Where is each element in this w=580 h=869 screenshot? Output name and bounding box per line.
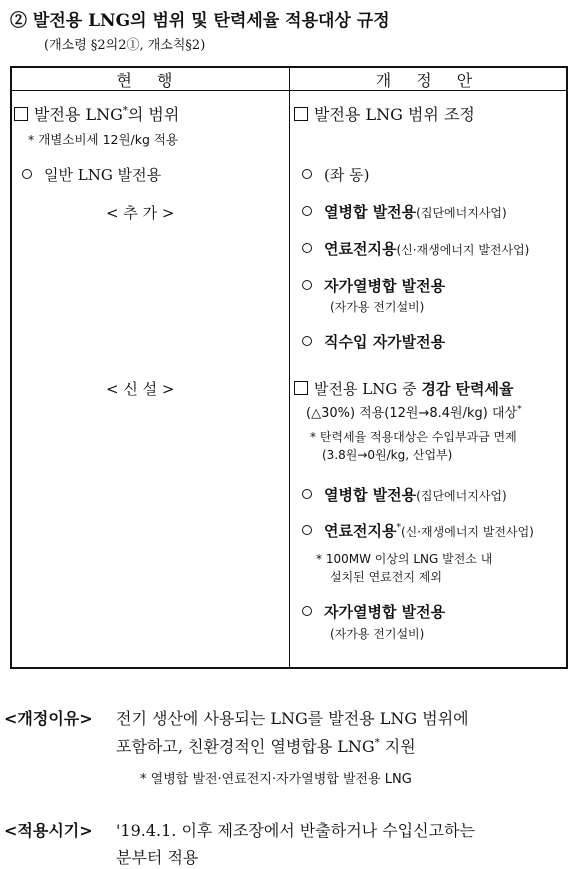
effective-line-1: '19.4.1. 이후 제조장에서 반출하거나 수입신고하는	[116, 821, 475, 840]
proposed-bullet-fuel-cell: 연료전지용(신·재생에너지 발전사업)	[302, 238, 529, 259]
header-current: 현 행	[116, 71, 183, 90]
current-new-label: < 신 설 >	[106, 380, 175, 398]
header-proposed: 개 정 안	[375, 71, 483, 90]
reason-note: * 열병합 발전·연료전지·자가열병합 발전용 LNG	[140, 772, 412, 787]
circle-bullet-icon	[302, 280, 312, 290]
proposed-bullet-same: (좌 동)	[302, 164, 369, 185]
proposed-bullet-chp: 열병합 발전용(집단에너지사업)	[302, 201, 507, 222]
proposed-flex-self-chp-note: (자가용 전기설비)	[330, 627, 425, 641]
reason-line-2: 포함하고, 친환경적인 열병합용 LNG* 지원	[116, 737, 416, 756]
circle-bullet-icon	[302, 489, 312, 499]
proposed-note-fuel-cell-1: * 100MW 이상의 LNG 발전소 내	[316, 552, 493, 566]
circle-bullet-icon	[302, 243, 312, 253]
current-add-label: < 추 가 >	[106, 204, 175, 222]
current-item-lng-scope: 발전용 LNG*의 범위	[14, 102, 179, 125]
current-note-tax: * 개별소비세 12원/kg 적용	[28, 132, 179, 147]
circle-bullet-icon	[302, 606, 312, 616]
proposed-note-fuel-cell-2: 설치된 연료전지 제외	[330, 570, 442, 584]
current-bullet-general-lng: 일반 LNG 발전용	[22, 164, 161, 185]
circle-bullet-icon	[22, 169, 32, 179]
effective-label: <적용시기>	[4, 821, 93, 840]
proposed-item-lng-scope: 발전용 LNG 범위 조정	[294, 102, 475, 125]
proposed-bullet-self-chp: 자가열병합 발전용	[302, 275, 445, 296]
effective-line-2: 분부터 적용	[116, 848, 199, 867]
proposed-note-exemption-2: (3.8원→0원/kg, 산업부)	[322, 448, 453, 462]
circle-bullet-icon	[302, 525, 312, 535]
section-title: ② 발전용 LNG의 범위 및 탄력세율 적용대상 규정	[10, 11, 390, 31]
section-subtitle: (개소령 §2의2①, 개소칙§2)	[44, 38, 206, 53]
proposed-flex-fuel-cell: 연료전지용*(신·재생에너지 발전사업)	[302, 520, 534, 541]
reason-line-1: 전기 생산에 사용되는 LNG를 발전용 LNG 범위에	[116, 709, 469, 728]
proposed-bullet-self-chp-note: (자가용 전기설비)	[330, 300, 425, 314]
proposed-item-flex-tax: 발전용 LNG 중 경감 탄력세율	[294, 378, 514, 399]
column-divider	[289, 66, 290, 669]
reason-label: <개정이유>	[4, 709, 93, 728]
proposed-note-exemption-1: * 탄력세율 적용대상은 수입부과금 면제	[310, 430, 517, 444]
circle-bullet-icon	[302, 206, 312, 216]
proposed-flex-chp: 열병합 발전용(집단에너지사업)	[302, 484, 507, 505]
circle-bullet-icon	[302, 169, 312, 179]
proposed-bullet-direct-import: 직수입 자가발전용	[302, 331, 445, 352]
proposed-flex-self-chp: 자가열병합 발전용	[302, 601, 445, 622]
checkbox-square-icon	[294, 107, 308, 121]
checkbox-square-icon	[14, 107, 28, 121]
proposed-item-flex-tax-line2: (△30%) 적용(12원→8.4원/kg) 대상*	[306, 404, 522, 421]
checkbox-square-icon	[294, 381, 308, 395]
circle-bullet-icon	[302, 336, 312, 346]
